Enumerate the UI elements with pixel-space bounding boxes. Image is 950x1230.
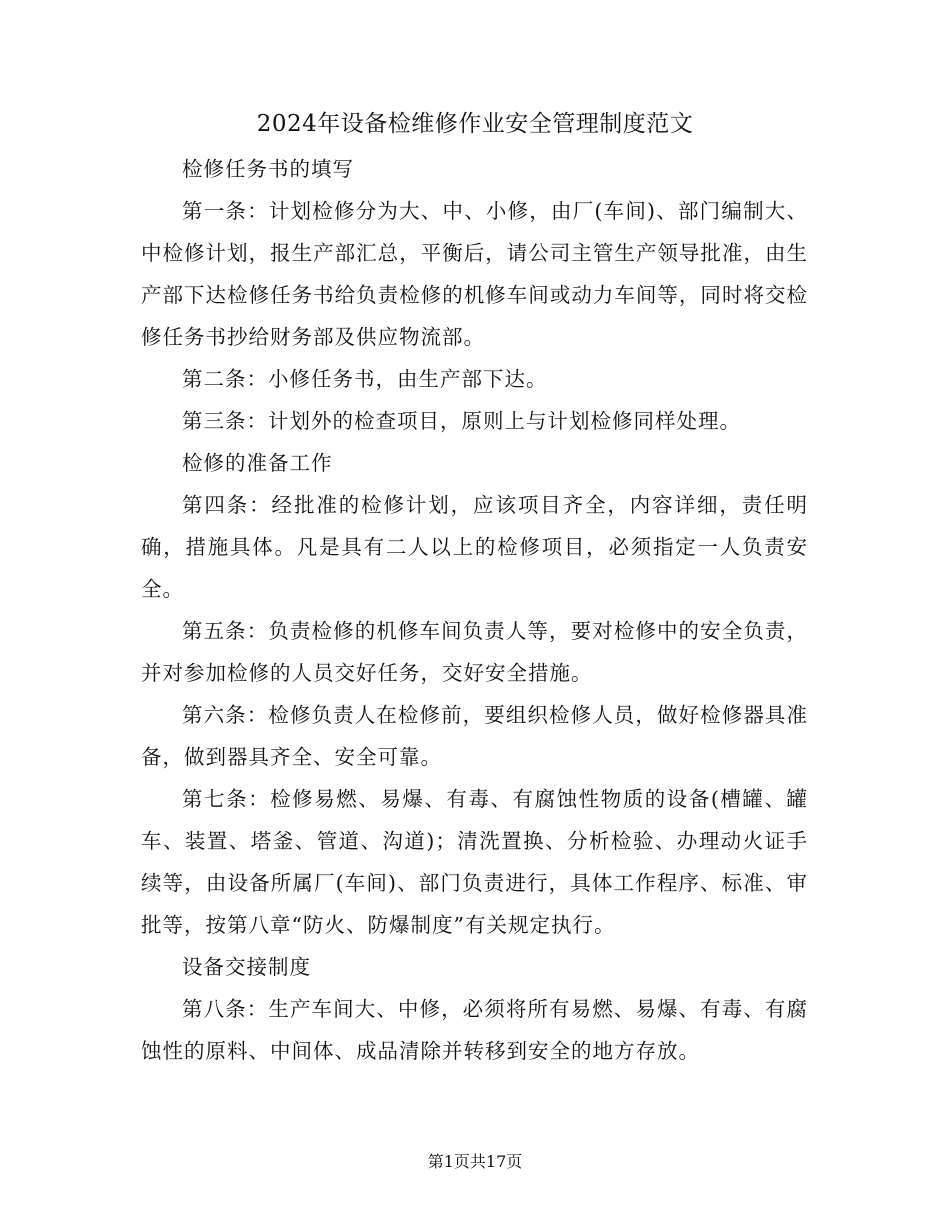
page-number: 第1页共17页	[427, 1152, 523, 1171]
article-8: 第八条：生产车间大、中修，必须将所有易燃、易爆、有毒、有腐蚀性的原料、中间体、成品清除并转移到安全的地方存放。	[141, 997, 808, 1063]
article-1: 第一条：计划检修分为大、中、小修，由厂(车间)、部门编制大、中检修计划，报生产部汇总，平衡后，请公司主管生产领导批准，由生产部下达检修任务书给负责检修的机修车间或动力车间等，同时将交检修任务书抄给财务部及供应物流部。	[141, 199, 808, 349]
article-5: 第五条：负责检修的机修车间负责人等，要对检修中的安全负责，并对参加检修的人员交好任务，交好安全措施。	[141, 619, 808, 685]
article-7: 第七条：检修易燃、易爆、有毒、有腐蚀性物质的设备(槽罐、罐车、装置、塔釜、管道、沟道)；清洗置换、分析检验、办理动火证手续等，由设备所属厂(车间)、部门负责进行，具体工作程序、标准、审批等，按第八章“防火、防爆制度”有关规定执行。	[141, 787, 808, 937]
section-heading-handover: 设备交接制度	[182, 955, 311, 979]
article-2: 第二条：小修任务书，由生产部下达。	[182, 367, 548, 391]
article-3: 第三条：计划外的检查项目，原则上与计划检修同样处理。	[182, 409, 741, 433]
article-4: 第四条：经批准的检修计划，应该项目齐全，内容详细，责任明确，措施具体。凡是具有二人以上的检修项目，必须指定一人负责安全。	[141, 493, 808, 601]
document-body	[141, 148, 808, 1072]
section-heading-task-book: 检修任务书的填写	[182, 157, 354, 181]
article-6: 第六条：检修负责人在检修前，要组织检修人员，做好检修器具准备，做到器具齐全、安全可靠。	[141, 703, 808, 769]
document-title: 2024年设备检维修作业安全管理制度范文	[256, 111, 694, 137]
section-heading-preparation: 检修的准备工作	[182, 451, 333, 475]
